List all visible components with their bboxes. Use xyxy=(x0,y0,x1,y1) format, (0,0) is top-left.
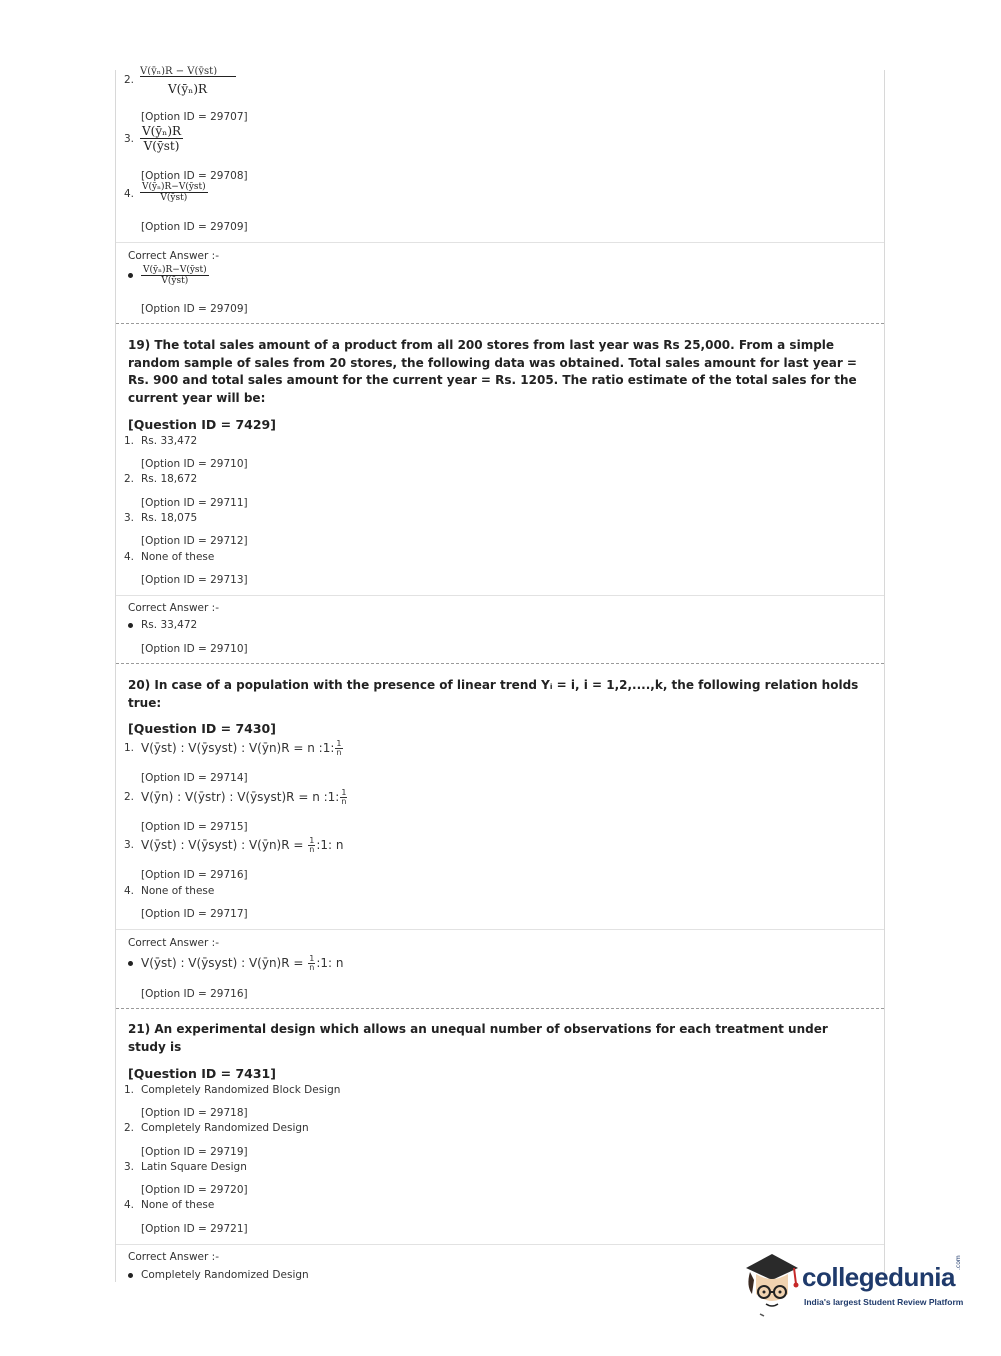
option-number: 4. xyxy=(124,551,135,563)
formula-text: :1: n xyxy=(316,838,344,852)
option-text: Completely Randomized Block Design xyxy=(141,1084,341,1096)
fraction-denominator: V(ȳst) xyxy=(143,139,180,153)
fraction-numerator: V(ȳₙ)R−V(ȳst) xyxy=(143,265,207,275)
logo-suffix: .com xyxy=(955,1255,962,1270)
option-id: [Option ID = 29709] xyxy=(141,303,248,315)
bullet-icon xyxy=(128,273,133,278)
option-id: [Option ID = 29707] xyxy=(141,111,248,123)
fraction-denominator: V(ȳst) xyxy=(161,276,189,286)
correct-answer-label: Correct Answer :- xyxy=(128,1251,219,1263)
option-text: None of these xyxy=(141,1199,215,1211)
option-number: 3. xyxy=(124,512,135,524)
fraction-numerator: 1 xyxy=(309,954,315,963)
option-text: Rs. 33,472 xyxy=(141,435,198,447)
fraction-numerator: 1 xyxy=(341,788,347,797)
bullet-icon xyxy=(128,1273,133,1278)
option-id: [Option ID = 29713] xyxy=(141,574,248,586)
fraction-numerator: 1 xyxy=(336,739,342,748)
correct-answer-label: Correct Answer :- xyxy=(128,602,219,614)
option-formula xyxy=(141,789,348,806)
option-number: 1. xyxy=(124,1084,135,1096)
option-number: 2. xyxy=(124,791,135,803)
option-id: [Option ID = 29709] xyxy=(141,221,248,233)
option-formula xyxy=(141,837,344,854)
question-text: 20) In case of a population with the presence of linear trend Yᵢ = i, i = 1,2,....,k, the following relation holds true: xyxy=(128,678,859,710)
fraction-denominator: V(ȳst) xyxy=(160,193,188,203)
option-text: None of these xyxy=(141,885,215,897)
question-divider xyxy=(116,323,884,324)
formula-text: V(ȳn) : V(ȳstr) : V(ȳsyst)R = n :1: xyxy=(141,790,340,804)
bullet-icon xyxy=(128,623,133,628)
option-id: [Option ID = 29711] xyxy=(141,497,248,509)
option-fraction xyxy=(140,182,208,203)
option-formula xyxy=(141,740,344,757)
option-id: [Option ID = 29708] xyxy=(141,170,248,182)
option-id: [Option ID = 29717] xyxy=(141,908,248,920)
fraction-numerator: 1 xyxy=(309,836,315,845)
option-id: [Option ID = 29716] xyxy=(141,869,248,881)
option-text: Latin Square Design xyxy=(141,1161,247,1173)
correct-answer-label: Correct Answer :- xyxy=(128,250,219,262)
fraction-bar xyxy=(140,76,236,77)
option-number: 3. xyxy=(124,133,135,145)
correct-answer xyxy=(128,265,209,286)
formula-text: V(ȳst) : V(ȳsyst) : V(ȳn)R = xyxy=(141,956,304,970)
option-number: 4. xyxy=(124,188,135,200)
option-id: [Option ID = 29718] xyxy=(141,1107,248,1119)
option-text: Completely Randomized Design xyxy=(141,1122,309,1134)
option-number: 2. xyxy=(124,1122,135,1134)
fraction-numerator: V(ȳₙ)R−V(ȳst) xyxy=(142,182,206,192)
option-number: 4. xyxy=(124,885,135,897)
mascot-icon xyxy=(742,1250,802,1320)
correct-answer xyxy=(128,1269,309,1281)
question-id: [Question ID = 7429] xyxy=(128,417,276,432)
frame-left-border xyxy=(115,70,116,1282)
question-divider xyxy=(116,663,884,664)
fraction-numerator: V(ȳₙ)R xyxy=(142,124,182,138)
option-number: 3. xyxy=(124,839,135,851)
option-id: [Option ID = 29721] xyxy=(141,1223,248,1235)
formula-text: V(ȳst) : V(ȳsyst) : V(ȳn)R = n :1: xyxy=(141,741,335,755)
question-text: 19) The total sales amount of a product from all 200 stores from last year was Rs 25,000. From a simple random sample of sales from 20 stores, the following data was obtained. Total sales amount for last year = Rs. 900 and total sales amount for the current year = Rs. 1205. The ratio estimate of the total sales for the current year will be: xyxy=(128,338,857,405)
formula-text: :1: n xyxy=(316,956,344,970)
correct-answer-text: Rs. 33,472 xyxy=(141,619,198,631)
option-id: [Option ID = 29712] xyxy=(141,535,248,547)
option-id: [Option ID = 29719] xyxy=(141,1146,248,1158)
correct-answer-text: Completely Randomized Design xyxy=(141,1269,309,1281)
option-id: [Option ID = 29716] xyxy=(141,988,248,1000)
question-id: [Question ID = 7430] xyxy=(128,721,276,736)
frame-right-border xyxy=(884,70,885,1282)
option-number: 4. xyxy=(124,1199,135,1211)
correct-answer xyxy=(128,955,344,972)
option-fraction xyxy=(140,124,183,153)
correct-answer-label: Correct Answer :- xyxy=(128,937,219,949)
divider xyxy=(116,1244,884,1245)
fraction-denominator: n xyxy=(309,963,315,972)
option-number: 2. xyxy=(124,74,135,86)
fraction-denominator: V(ȳₙ)R xyxy=(168,82,208,96)
option-text: Rs. 18,075 xyxy=(141,512,198,524)
question-id: [Question ID = 7431] xyxy=(128,1066,276,1081)
formula-text: V(ȳst) : V(ȳsyst) : V(ȳn)R = xyxy=(141,838,304,852)
fraction-denominator: n xyxy=(309,845,315,854)
option-number: 2. xyxy=(124,473,135,485)
option-id: [Option ID = 29710] xyxy=(141,643,248,655)
option-number: 1. xyxy=(124,435,135,447)
option-id: [Option ID = 29710] xyxy=(141,458,248,470)
divider xyxy=(116,929,884,930)
cropped-numerator: V(ȳₙ)R − V(ȳst) xyxy=(140,66,218,75)
logo-tagline: India's largest Student Review Platform xyxy=(804,1297,964,1307)
divider xyxy=(116,595,884,596)
question-text: 21) An experimental design which allows an unequal number of observations for each treatment under study is xyxy=(128,1022,828,1054)
option-text: None of these xyxy=(141,551,215,563)
logo-wordmark: collegedunia xyxy=(802,1262,955,1292)
question-divider xyxy=(116,1008,884,1009)
collegedunia-logo xyxy=(742,1250,967,1320)
option-text: Rs. 18,672 xyxy=(141,473,198,485)
correct-answer xyxy=(128,619,197,631)
option-id: [Option ID = 29714] xyxy=(141,772,248,784)
bullet-icon xyxy=(128,961,133,966)
option-number: 1. xyxy=(124,742,135,754)
fraction-denominator: n xyxy=(336,748,342,757)
option-id: [Option ID = 29720] xyxy=(141,1184,248,1196)
option-number: 3. xyxy=(124,1161,135,1173)
option-id: [Option ID = 29715] xyxy=(141,821,248,833)
fraction-denominator: n xyxy=(341,797,347,806)
divider xyxy=(116,242,884,243)
